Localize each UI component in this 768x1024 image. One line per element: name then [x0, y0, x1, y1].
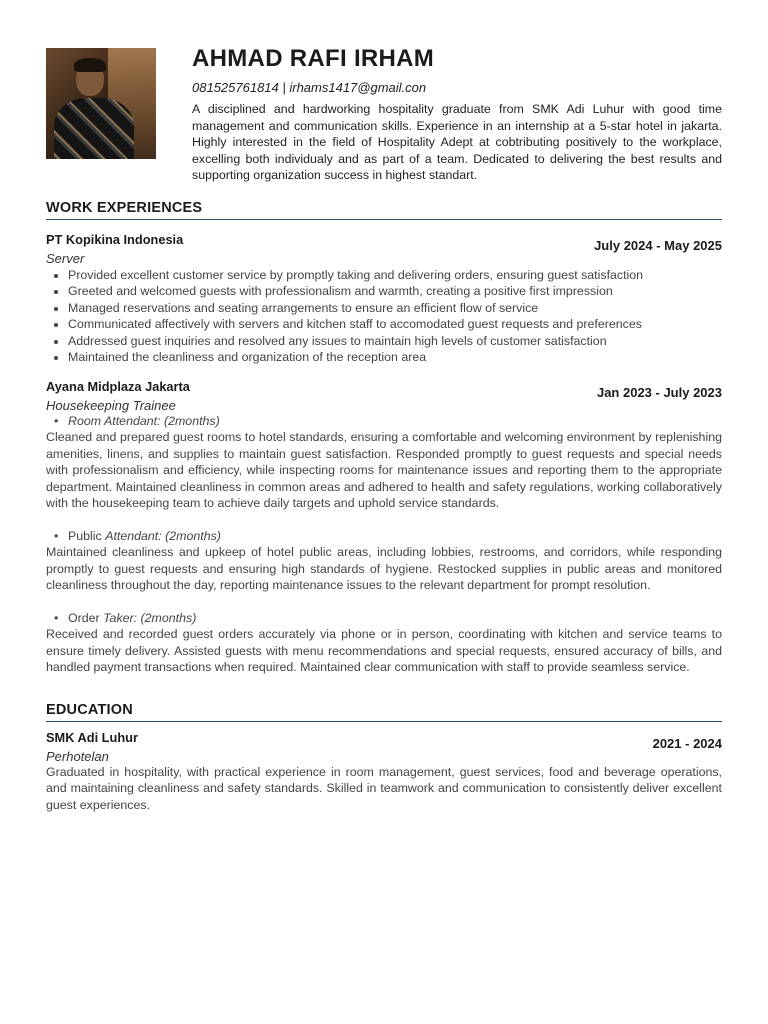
- profile-summary: A disciplined and hardworking hospitality graduate from SMK Adi Luhur with good time management and communication skills. Experience in an internship at a 5-star hotel in jakarta. Highly interested in the field of Hospitality Adept at cobtributing positively to the workplace, excelling both individualy and as part of a team. Dedicated to delivering the best results and supporting organization success in highest standart.: [192, 102, 722, 182]
- education-section: [46, 702, 722, 814]
- job-duties-list: [46, 267, 722, 366]
- profile-photo: [46, 48, 156, 159]
- job-role: Server: [46, 250, 85, 266]
- education-major: Perhotelan: [46, 748, 109, 764]
- header-text: [192, 45, 722, 184]
- resume-page: [46, 45, 722, 813]
- subrole-title: • Order Taker: (2months): [46, 610, 722, 627]
- list-item: • Addressed guest inquiries and resolved any issues to maintain high levels of customer satisfaction: [68, 333, 722, 350]
- subrole-title: • Public Attendant: (2months): [46, 528, 722, 545]
- section-title-work: WORK EXPERIENCES: [46, 200, 722, 220]
- job-company: PT Kopikina Indonesia: [46, 231, 184, 247]
- list-item: • Greeted and welcomed guests with professionalism and warmth, creating a positive first impression: [68, 283, 722, 300]
- subrole-description: Maintained cleanliness and upkeep of hotel public areas, including lobbies, restrooms, and corridors, while responding promptly to guest requests and ensuring high standards of hygiene. Restocked supplies in public areas and monitored cleanliness throughout the day, reporting maintenance issues to the relevant department for prompt resolution.: [46, 545, 722, 592]
- education-date: 2021 - 2024: [652, 735, 722, 751]
- school-name: SMK Adi Luhur: [46, 729, 138, 745]
- job-company: Ayana Midplaza Jakarta: [46, 378, 190, 394]
- list-item: • Managed reservations and seating arrangements to ensure an efficient flow of service: [68, 300, 722, 317]
- job-entry: [46, 379, 722, 676]
- subrole-description: Received and recorded guest orders accurately via phone or in person, coordinating with kitchen and service teams to ensure timely delivery. Assisted guests with menu recommendations and special requests, ensured accuracy of bills, and handled payment transactions when required. Maintained clear communication with staff to provide seamless service.: [46, 627, 722, 674]
- resume-header: [46, 45, 722, 184]
- section-title-education: EDUCATION: [46, 702, 722, 722]
- education-entry: [46, 730, 722, 814]
- education-description: Graduated in hospitality, with practical experience in room management, guest services, food and beverage operations, and maintaining cleanliness and safety standards. Skilled in teamwork and communication to consistently deliver excellent guest experiences.: [46, 764, 722, 812]
- candidate-name: AHMAD RAFI IRHAM: [192, 45, 435, 72]
- job-date: Jan 2023 - July 2023: [596, 384, 722, 400]
- job-role: Housekeeping Trainee: [46, 397, 176, 413]
- job-date: July 2024 - May 2025: [594, 237, 722, 253]
- job-entry: [46, 232, 722, 366]
- contact-info: 081525761814 | irhams1417@gmail.con: [192, 80, 427, 95]
- work-section: [46, 200, 722, 676]
- list-item: • Provided excellent customer service by promptly taking and delivering orders, ensuring guest satisfaction: [68, 267, 722, 284]
- subrole-description: Cleaned and prepared guest rooms to hotel standards, ensuring a comfortable and welcoming environment by replenishing amenities, linens, and supplies to maintain guest satisfaction. Responded promptly to guest requests and special needs with professionalism and efficiency, while inspecting rooms for maintenance issues and reporting them to the appropriate department. Maintained cleanliness in common areas and adhered to health and safety regulations, working collaboratively with the housekeeping team to achieve daily targets and uphold service standards.: [46, 430, 722, 510]
- list-item: • Communicated affectively with servers and kitchen staff to accomodated guest requests and preferences: [68, 316, 722, 333]
- subrole-title: • Room Attendant: (2months): [46, 413, 722, 430]
- list-item: • Maintained the cleanliness and organization of the reception area: [68, 349, 722, 366]
